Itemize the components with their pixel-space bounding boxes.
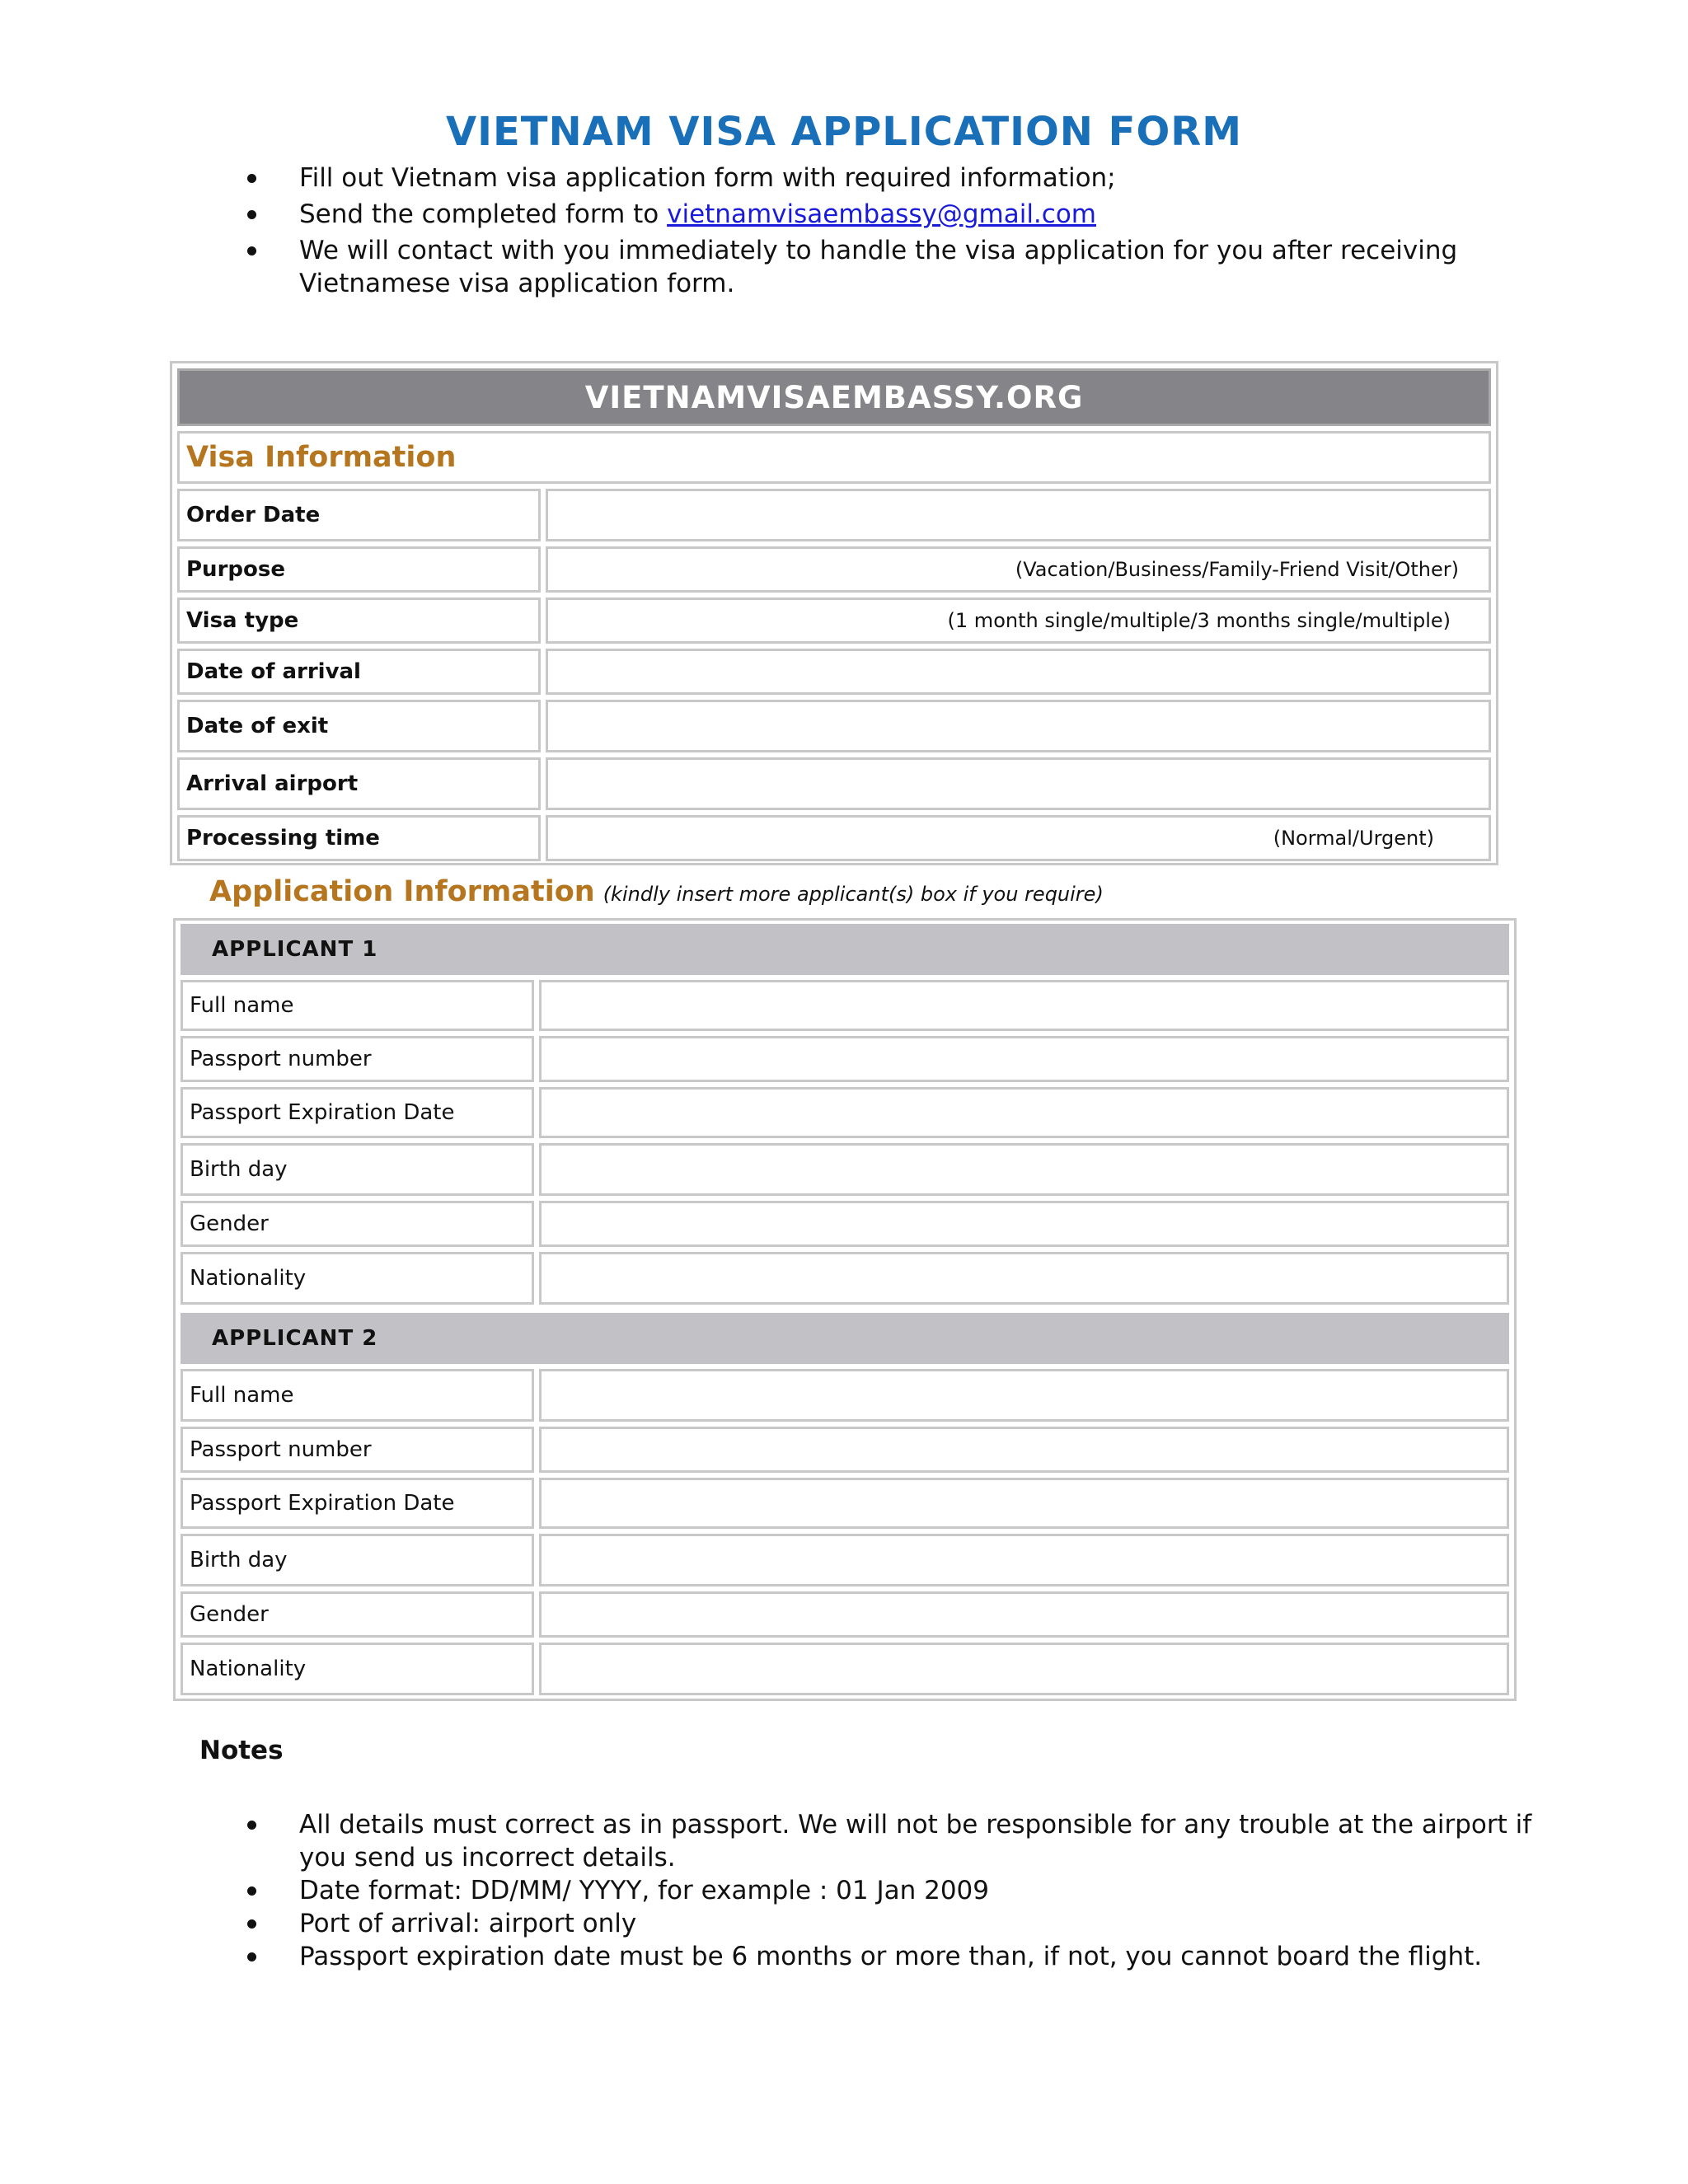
order-date-label: Order Date <box>177 489 541 541</box>
applicant-2-nationality-label: Nationality <box>181 1643 534 1695</box>
applicant-1-gender-field[interactable] <box>539 1201 1509 1247</box>
processing-time-label: Processing time <box>177 815 541 861</box>
applicant-2-passport-number-label: Passport number <box>181 1427 534 1473</box>
date-of-arrival-label: Date of arrival <box>177 649 541 695</box>
note-text: Port of arrival: airport only <box>299 1909 637 1938</box>
note-text: All details must correct as in passport. We will not be responsible for any trouble at the airport if you send us incorrect details. <box>299 1810 1532 1872</box>
instruction-text: Send the completed form to <box>299 199 668 229</box>
applicant-2-gender-label: Gender <box>181 1591 534 1638</box>
applicant-1-nationality-label: Nationality <box>181 1252 534 1305</box>
applicant-2-nationality-field[interactable] <box>539 1643 1509 1695</box>
applicant-1-nationality-field[interactable] <box>539 1252 1509 1305</box>
applicant-2-full-name-label: Full name <box>181 1369 534 1422</box>
arrival-airport-label: Arrival airport <box>177 757 541 810</box>
purpose-label: Purpose <box>177 546 541 593</box>
notes-heading: Notes <box>199 1736 284 1765</box>
applicant-2-gender-field[interactable] <box>539 1591 1509 1638</box>
note-text: Passport expiration date must be 6 months or more than, if not, you cannot board the flight. <box>299 1942 1483 1971</box>
applicant-2-birth-day-label: Birth day <box>181 1534 534 1586</box>
applicant-1-passport-expiration-label: Passport Expiration Date <box>181 1087 534 1138</box>
application-information-heading <box>209 875 1104 908</box>
page-title: VIETNAM VISA APPLICATION FORM <box>446 109 1242 155</box>
arrival-airport-field[interactable] <box>546 757 1491 810</box>
instruction-text: We will contact with you immediately to handle the visa application for you after receiving Vietnamese visa application form. <box>299 236 1458 298</box>
note-item <box>247 1907 1533 1940</box>
applicant-2-full-name-field[interactable] <box>539 1369 1509 1422</box>
note-item <box>247 1940 1533 1973</box>
applicant-1-full-name-field[interactable] <box>539 980 1509 1031</box>
visa-information-table <box>170 361 1498 865</box>
note-item <box>247 1874 1533 1907</box>
instruction-item <box>247 162 1517 194</box>
visa-type-field[interactable]: (1 month single/multiple/3 months single/multiple) <box>546 598 1491 644</box>
purpose-field[interactable]: (Vacation/Business/Family-Friend Visit/Other) <box>546 546 1491 593</box>
instructions-list <box>247 162 1517 300</box>
application-heading-text: Application Information <box>209 875 595 908</box>
site-header: VIETNAMVISAEMBASSY.ORG <box>177 368 1491 426</box>
date-of-exit-field[interactable] <box>546 700 1491 752</box>
application-information-table <box>173 918 1517 1701</box>
note-item <box>247 1808 1533 1874</box>
applicant-1-gender-label: Gender <box>181 1201 534 1247</box>
applicant-1-header: APPLICANT 1 <box>181 924 1509 975</box>
instruction-text: Fill out Vietnam visa application form with required information; <box>299 163 1116 193</box>
order-date-field[interactable] <box>546 489 1491 541</box>
applicant-1-passport-number-label: Passport number <box>181 1036 534 1082</box>
applicant-2-passport-number-field[interactable] <box>539 1427 1509 1473</box>
visa-type-label: Visa type <box>177 598 541 644</box>
notes-list <box>247 1808 1533 1973</box>
applicant-1-birth-day-field[interactable] <box>539 1143 1509 1196</box>
applicant-2-header: APPLICANT 2 <box>181 1313 1509 1364</box>
date-of-exit-label: Date of exit <box>177 700 541 752</box>
visa-information-heading: Visa Information <box>177 431 1491 484</box>
applicant-2-passport-expiration-field[interactable] <box>539 1478 1509 1529</box>
email-link[interactable]: vietnamvisaembassy@gmail.com <box>667 199 1096 229</box>
applicant-1-full-name-label: Full name <box>181 980 534 1031</box>
note-text: Date format: DD/MM/ YYYY, for example : 01 Jan 2009 <box>299 1876 989 1905</box>
applicant-2-birth-day-field[interactable] <box>539 1534 1509 1586</box>
applicant-2-passport-expiration-label: Passport Expiration Date <box>181 1478 534 1529</box>
instruction-item <box>247 234 1517 300</box>
applicant-1-birth-day-label: Birth day <box>181 1143 534 1196</box>
processing-time-field[interactable]: (Normal/Urgent) <box>546 815 1491 861</box>
date-of-arrival-field[interactable] <box>546 649 1491 695</box>
instruction-item <box>247 198 1517 231</box>
application-heading-note: (kindly insert more applicant(s) box if you require) <box>603 883 1104 906</box>
applicant-1-passport-number-field[interactable] <box>539 1036 1509 1082</box>
applicant-1-passport-expiration-field[interactable] <box>539 1087 1509 1138</box>
